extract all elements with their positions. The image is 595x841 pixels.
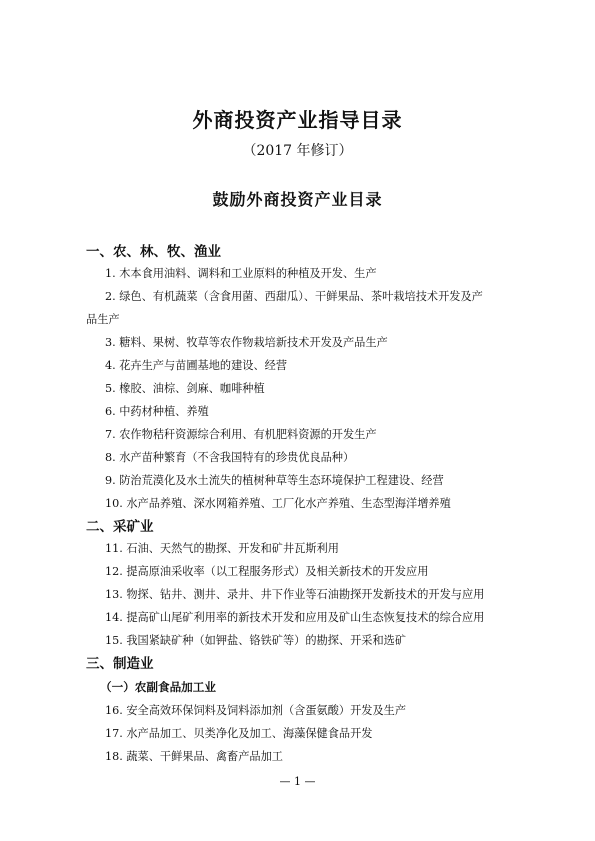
list-item: 5. 橡胶、油棕、剑麻、咖啡种植 xyxy=(105,382,265,395)
catalog-section-title: 鼓励外商投资产业目录 xyxy=(212,190,383,209)
list-item: 15. 我国紧缺矿种（如钾盐、铬铁矿等）的勘探、开采和选矿 xyxy=(105,634,407,647)
list-item: 7. 农作物秸秆资源综合利用、有机肥料资源的开发生产 xyxy=(105,428,377,441)
list-item: 9. 防治荒漠化及水土流失的植树种草等生态环境保护工程建设、经营 xyxy=(105,474,444,487)
list-item: 16. 安全高效环保饲料及饲料添加剂（含蛋氨酸）开发及生产 xyxy=(105,704,407,717)
document-subtitle: （2017 年修订） xyxy=(242,143,353,159)
document-title: 外商投资产业指导目录 xyxy=(192,108,403,132)
list-item: 14. 提高矿山尾矿利用率的新技术开发和应用及矿山生态恢复技术的综合应用 xyxy=(105,611,485,624)
list-item: 6. 中药材种植、养殖 xyxy=(105,405,209,418)
subsection-heading-food-processing: （一）农副食品加工业 xyxy=(100,680,216,694)
list-item: 18. 蔬菜、干鲜果品、禽畜产品加工 xyxy=(105,750,283,763)
list-item: 2. 绿色、有机蔬菜（含食用菌、西甜瓜）、干鲜果品、茶叶栽培技术开发及产 xyxy=(105,290,483,303)
list-item: 13. 物探、钻井、测井、录井、井下作业等石油勘探开发新技术的开发与应用 xyxy=(105,588,485,601)
list-item: 11. 石油、天然气的勘探、开发和矿井瓦斯利用 xyxy=(105,542,339,555)
list-item: 8. 水产苗种繁育（不含我国特有的珍贵优良品种） xyxy=(105,451,355,464)
section-heading-agriculture: 一、农、林、牧、渔业 xyxy=(86,244,221,260)
page-number: — 1 — xyxy=(279,775,316,788)
list-item: 3. 糖料、果树、牧草等农作物栽培新技术开发及产品生产 xyxy=(105,336,388,349)
list-item: 17. 水产品加工、贝类净化及加工、海藻保健食品开发 xyxy=(105,727,373,740)
list-item-continuation: 品生产 xyxy=(86,313,120,326)
section-heading-manufacturing: 三、制造业 xyxy=(86,656,154,672)
list-item: 12. 提高原油采收率（以工程服务形式）及相关新技术的开发应用 xyxy=(105,565,429,578)
list-item: 10. 水产品养殖、深水网箱养殖、工厂化水产养殖、生态型海洋增养殖 xyxy=(105,497,451,510)
list-item: 1. 木本食用油料、调料和工业原料的种植及开发、生产 xyxy=(105,267,377,280)
list-item: 4. 花卉生产与苗圃基地的建设、经营 xyxy=(105,359,288,372)
section-heading-mining: 二、采矿业 xyxy=(86,519,154,535)
